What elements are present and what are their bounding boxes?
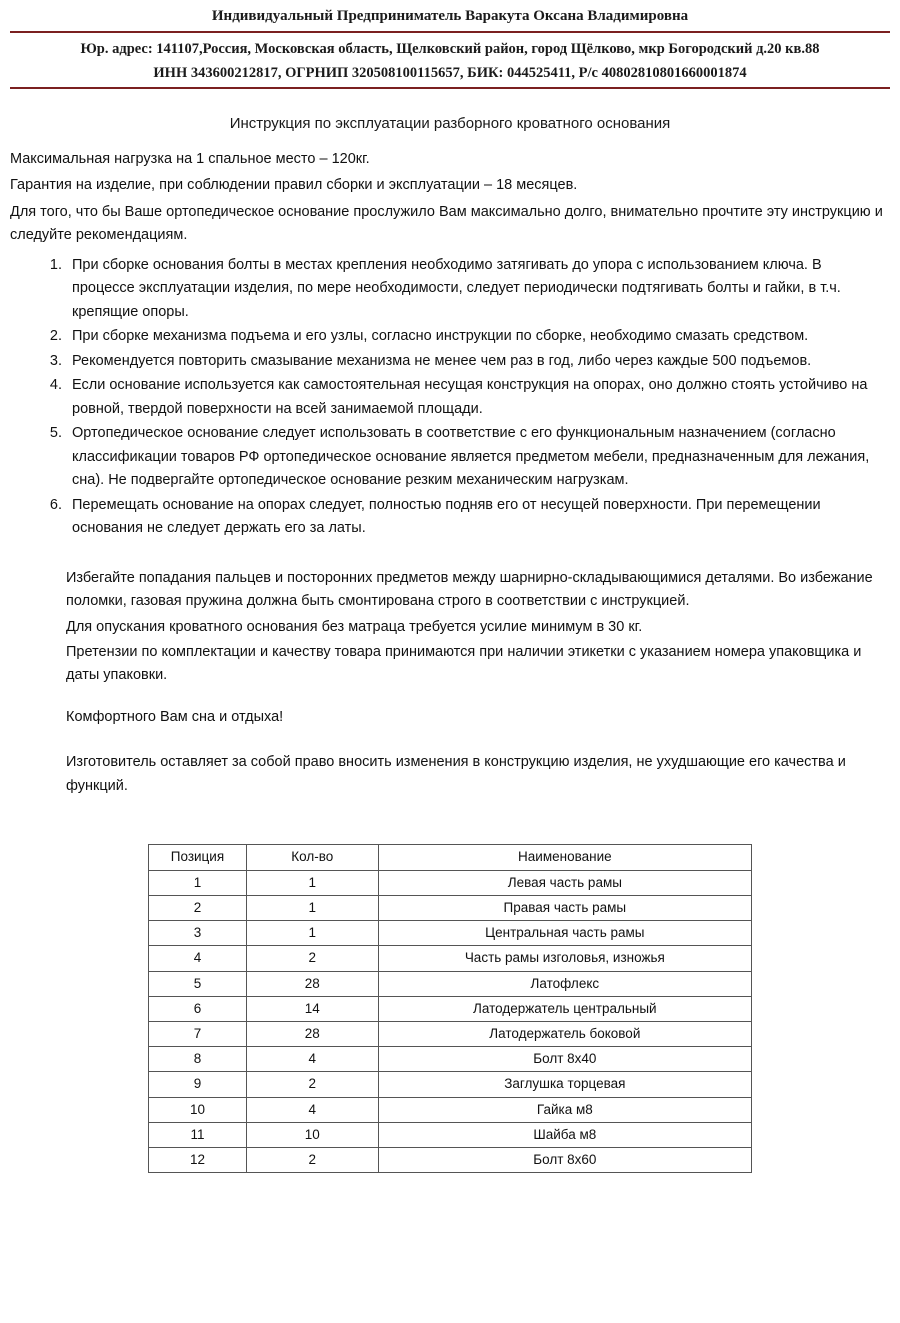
document-body — [0, 148, 900, 799]
cell-quantity: 2 — [246, 1072, 378, 1097]
cell-name: Гайка м8 — [378, 1097, 751, 1122]
document-header — [0, 0, 900, 99]
parts-table-container — [148, 844, 752, 1173]
cell-position: 7 — [149, 1021, 247, 1046]
cell-quantity: 1 — [246, 895, 378, 920]
column-header-name: Наименование — [378, 845, 751, 870]
column-header-quantity: Кол-во — [246, 845, 378, 870]
cell-position: 11 — [149, 1122, 247, 1147]
cell-name: Болт 8х60 — [378, 1148, 751, 1173]
notes-block — [10, 567, 886, 799]
spacer — [66, 690, 886, 706]
cell-quantity: 2 — [246, 946, 378, 971]
cell-name: Правая часть рамы — [378, 895, 751, 920]
cell-quantity: 4 — [246, 1097, 378, 1122]
header-divider-bottom — [10, 87, 890, 89]
cell-quantity: 10 — [246, 1122, 378, 1147]
parts-table — [148, 844, 752, 1173]
cell-position: 5 — [149, 971, 247, 996]
note-paragraph-1: Избегайте попадания пальцев и посторонних предметов между шарнирно-складывающимися деталями. Во избежание поломки, газовая пружина должна быть смонтирована строго в соответствии с инструкцией. — [66, 569, 873, 610]
list-item: 1. При сборке основания болты в местах крепления необходимо затягивать до упора с использованием ключа. В процессе эксплуатации изделия, по мере необходимости, следует периодически подтягивать болты и гайки, в т.ч. крепящие опоры. — [66, 254, 886, 324]
cell-position: 6 — [149, 996, 247, 1021]
table-row — [149, 1097, 752, 1122]
cell-position: 9 — [149, 1072, 247, 1097]
cell-name: Часть рамы изголовья, изножья — [378, 946, 751, 971]
header-divider-top — [10, 31, 890, 33]
cell-name: Шайба м8 — [378, 1122, 751, 1147]
list-item: 5. Ортопедическое основание следует использовать в соответствие с его функциональным назначением (согласно классификации товаров РФ ортопедическое основание является предметом мебели, предназначенным для лежания, сна). Не подвергайте ортопедическое основание резким механическим нагрузкам. — [66, 422, 886, 492]
cell-name: Болт 8х40 — [378, 1047, 751, 1072]
column-header-position: Позиция — [149, 845, 247, 870]
table-row — [149, 1047, 752, 1072]
cell-name: Центральная часть рамы — [378, 921, 751, 946]
table-header-row — [149, 845, 752, 870]
cell-quantity: 2 — [246, 1148, 378, 1173]
table-row — [149, 1021, 752, 1046]
cell-position: 3 — [149, 921, 247, 946]
cell-quantity: 1 — [246, 921, 378, 946]
cell-quantity: 28 — [246, 1021, 378, 1046]
table-head — [149, 845, 752, 870]
cell-quantity: 1 — [246, 870, 378, 895]
table-body — [149, 870, 752, 1173]
bank-requisites: ИНН 343600212817, ОГРНИП 320508100115657, БИК: 044525411, Р/с 40802810801660001874 — [153, 64, 747, 81]
rules-list — [10, 254, 886, 541]
cell-quantity: 28 — [246, 971, 378, 996]
table-row — [149, 946, 752, 971]
cell-position: 4 — [149, 946, 247, 971]
table-row — [149, 996, 752, 1021]
table-row — [149, 971, 752, 996]
cell-name: Левая часть рамы — [378, 870, 751, 895]
table-row — [149, 895, 752, 920]
table-row — [149, 921, 752, 946]
cell-quantity: 14 — [246, 996, 378, 1021]
cell-name: Латодержатель центральный — [378, 996, 751, 1021]
table-row — [149, 1148, 752, 1173]
table-row — [149, 870, 752, 895]
list-item: 2. При сборке механизма подъема и его узлы, согласно инструкции по сборке, необходимо смазать средством. — [66, 325, 886, 348]
cell-position: 10 — [149, 1097, 247, 1122]
list-item: 3. Рекомендуется повторить смазывание механизма не менее чем раз в год, либо через каждые 500 подъемов. — [66, 350, 886, 373]
cell-name: Латодержатель боковой — [378, 1021, 751, 1046]
table-row — [149, 1072, 752, 1097]
company-name: Индивидуальный Предприниматель Варакута Оксана Владимировна — [211, 8, 689, 24]
legal-address: Юр. адрес: 141107,Россия, Московская область, Щелковский район, город Щёлково, мкр Богородский д.20 кв.88 — [80, 40, 820, 57]
cell-quantity: 4 — [246, 1047, 378, 1072]
cell-position: 2 — [149, 895, 247, 920]
cell-position: 8 — [149, 1047, 247, 1072]
cell-position: 12 — [149, 1148, 247, 1173]
manufacturer-disclaimer: Изготовитель оставляет за собой право вносить изменения в конструкцию изделия, не ухудшающие его качества и функций. — [66, 754, 846, 794]
cell-name: Заглушка торцевая — [378, 1072, 751, 1097]
table-row — [149, 1122, 752, 1147]
intro-paragraph-3: Для того, что бы Ваше ортопедическое основание прослужило Вам максимально долго, внимательно прочтите эту инструкцию и следуйте рекомендациям. — [10, 203, 883, 244]
cell-name: Латофлекс — [378, 971, 751, 996]
page-footer-space — [0, 1173, 900, 1323]
closing-wish: Комфортного Вам сна и отдыха! — [66, 708, 284, 725]
intro-paragraph-2: Гарантия на изделие, при соблюдении правил сборки и эксплуатации – 18 месяцев. — [10, 177, 578, 194]
note-paragraph-3: Претензии по комплектации и качеству товара принимаются при наличии этикетки с указанием номера упаковщика и даты упаковки. — [66, 643, 862, 684]
list-item: 4. Если основание используется как самостоятельная несущая конструкция на опорах, оно должно стоять устойчиво на ровной, твердой поверхности на всей занимаемой площади. — [66, 374, 886, 421]
intro-paragraph-1: Максимальная нагрузка на 1 спальное место – 120кг. — [10, 150, 370, 167]
cell-position: 1 — [149, 870, 247, 895]
note-paragraph-2: Для опускания кроватного основания без матраца требуется усилие минимум в 30 кг. — [66, 618, 643, 635]
page-title: Инструкция по эксплуатации разборного кроватного основания — [229, 114, 671, 132]
spacer — [66, 731, 886, 751]
list-item: 6. Перемещать основание на опорах следует, полностью подняв его от несущей поверхности. При перемещении основания не следует держать его за латы. — [66, 494, 886, 541]
